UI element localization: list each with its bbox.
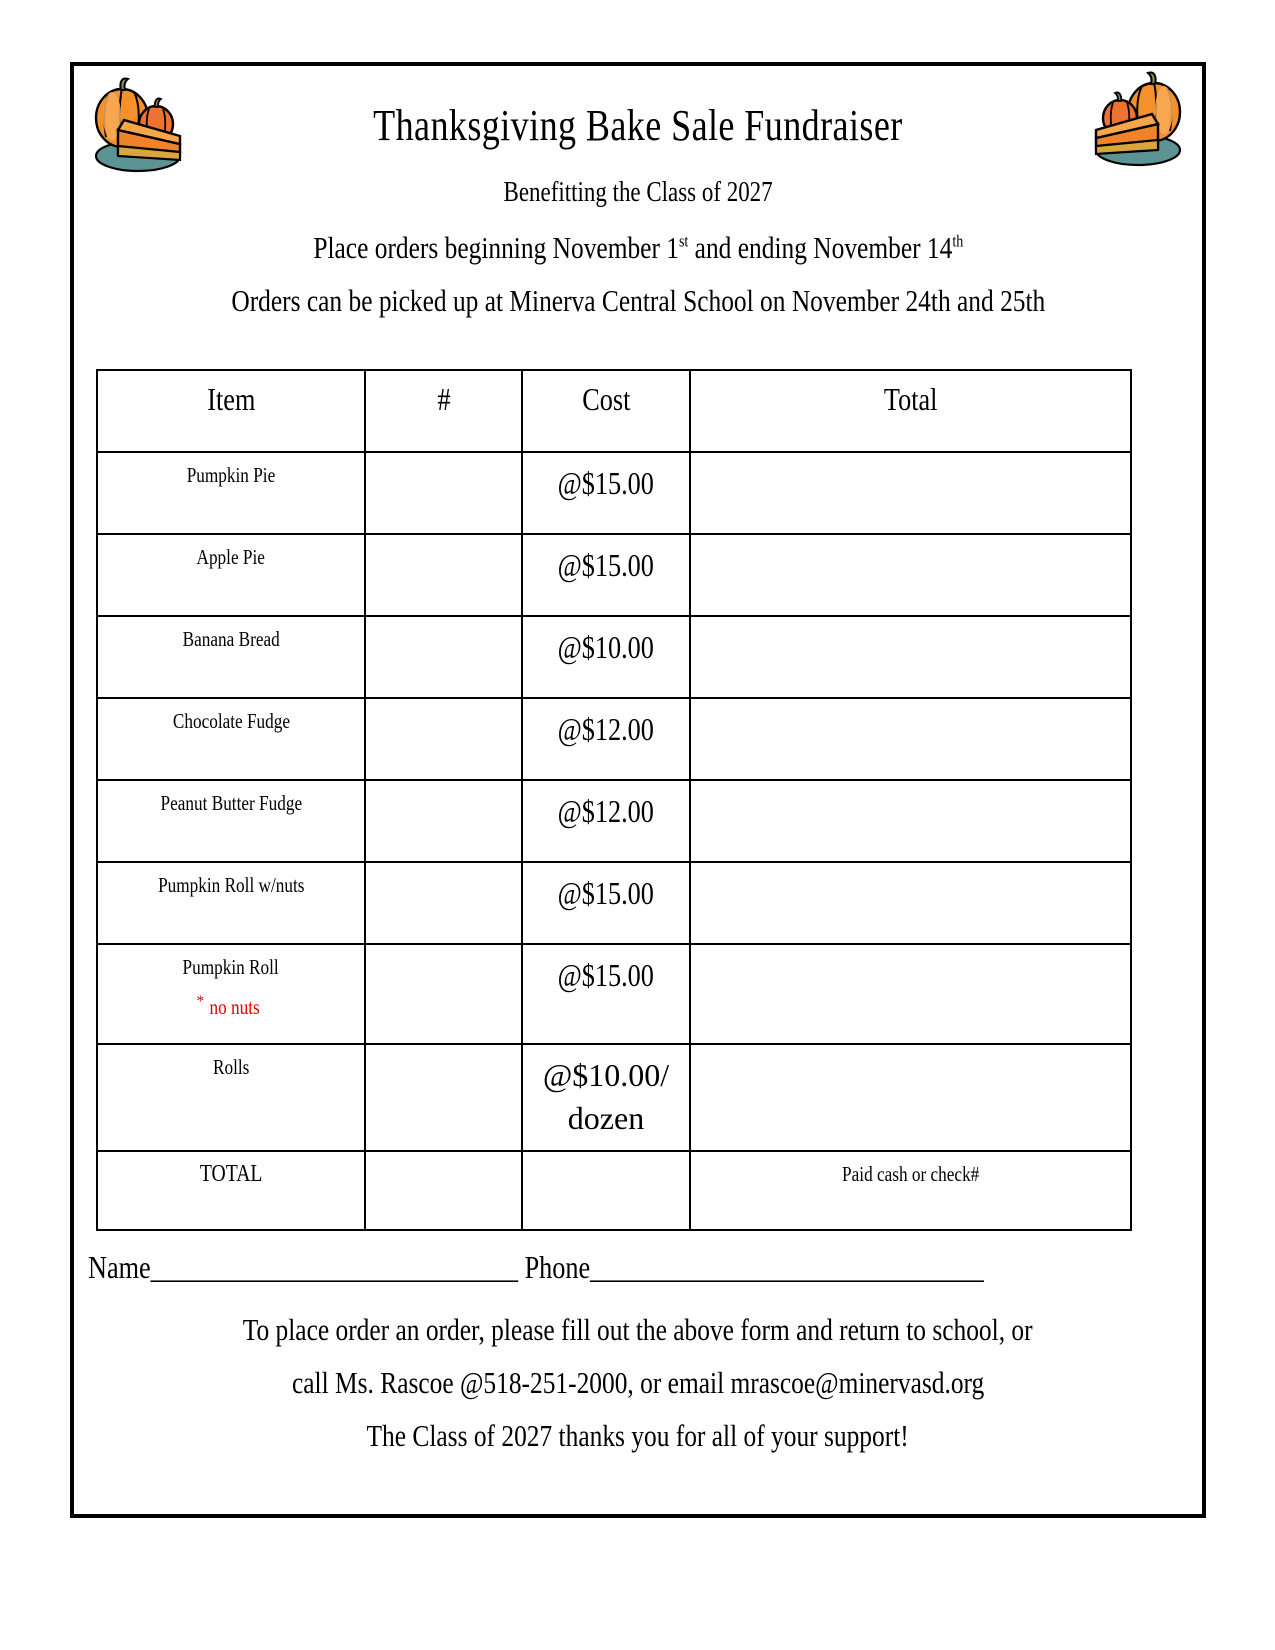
cell-cost [522,1044,690,1151]
page-subtitle [74,179,1202,207]
header-cost: Cost [522,370,690,452]
cell-cost: @$15.00 [522,944,690,1044]
cell-item: Pumpkin Pie [97,452,365,534]
page-title [74,101,1202,150]
cell-cost-text: @$10.00/ dozen [542,1057,670,1137]
order-table-wrap [96,369,1130,1231]
flyer-page [70,62,1206,1518]
cell-item: Banana Bread [97,616,365,698]
cell-total[interactable] [690,616,1131,698]
no-nuts-note: * no nuts [196,993,261,1019]
cell-total[interactable] [690,862,1131,944]
table-row [97,862,1131,944]
phone-input-rule[interactable]: ______________________________ [590,1249,984,1285]
cell-quantity[interactable] [365,616,522,698]
name-phone-row [88,1251,1196,1283]
table-total-row [97,1151,1131,1230]
cell-item: Rolls [97,1044,365,1151]
cell-total-quantity[interactable] [365,1151,522,1230]
cell-quantity[interactable] [365,534,522,616]
cell-total[interactable] [690,944,1131,1044]
footer-line-2: call Ms. Rascoe @518-251-2000, or email mrascoe@minervasd.org [291,1365,985,1400]
cell-cost: @$15.00 [522,452,690,534]
page-subtitle-text: Benefitting the Class of 2027 [503,177,773,208]
page-title-text: Thanksgiving Bake Sale Fundraiser [373,101,903,150]
cell-total[interactable] [690,780,1131,862]
cell-payment-note[interactable]: Paid cash or check# [690,1151,1131,1230]
cell-cost: @$10.00 [522,616,690,698]
cell-total-cost[interactable] [522,1151,690,1230]
cell-quantity[interactable] [365,698,522,780]
table-header-row [97,370,1131,452]
cell-cost: @$12.00 [522,698,690,780]
cell-quantity[interactable] [365,944,522,1044]
order-window-middle: and ending November 14 [688,230,953,265]
cell-total[interactable] [690,1044,1131,1151]
cell-quantity[interactable] [365,452,522,534]
cell-cost: @$15.00 [522,534,690,616]
cell-quantity[interactable] [365,1044,522,1151]
flyer-header [74,66,1202,331]
table-row [97,944,1131,1044]
order-end-ordinal: th [952,231,963,251]
table-row [97,698,1131,780]
cell-item: Pumpkin Roll * no nuts [97,944,365,1044]
footer-line-1: To place order an order, please fill out the above form and return to school, or [243,1312,1033,1347]
cell-item: Peanut Butter Fudge [97,780,365,862]
header-quantity: # [365,370,522,452]
name-input-rule[interactable]: ____________________________ [150,1249,519,1285]
cell-cost: @$15.00 [522,862,690,944]
cell-total[interactable] [690,452,1131,534]
order-window-prefix: Place orders beginning November 1 [313,230,679,265]
pickup-line-text: Orders can be picked up at Minerva Central School on November 24th and 25th [231,283,1045,318]
table-row [97,1044,1131,1151]
cell-total[interactable] [690,534,1131,616]
cell-total-label: TOTAL [97,1151,365,1230]
cell-item: Pumpkin Roll w/nuts [97,862,365,944]
table-row [97,534,1131,616]
cell-item: Chocolate Fudge [97,698,365,780]
order-start-ordinal: st [678,231,689,251]
name-label: Name [88,1249,151,1285]
table-row [97,616,1131,698]
table-row [97,780,1131,862]
cell-item: Apple Pie [97,534,365,616]
cell-quantity[interactable] [365,862,522,944]
footer-line-3: The Class of 2027 thanks you for all of your support! [366,1418,910,1453]
order-table [96,369,1132,1231]
cell-total[interactable] [690,698,1131,780]
order-window-line [74,232,1202,263]
header-item: Item [97,370,365,452]
phone-label: Phone [524,1249,591,1285]
pickup-line [74,285,1202,316]
header-total: Total [690,370,1131,452]
cell-cost: @$12.00 [522,780,690,862]
cell-quantity[interactable] [365,780,522,862]
table-row [97,452,1131,534]
